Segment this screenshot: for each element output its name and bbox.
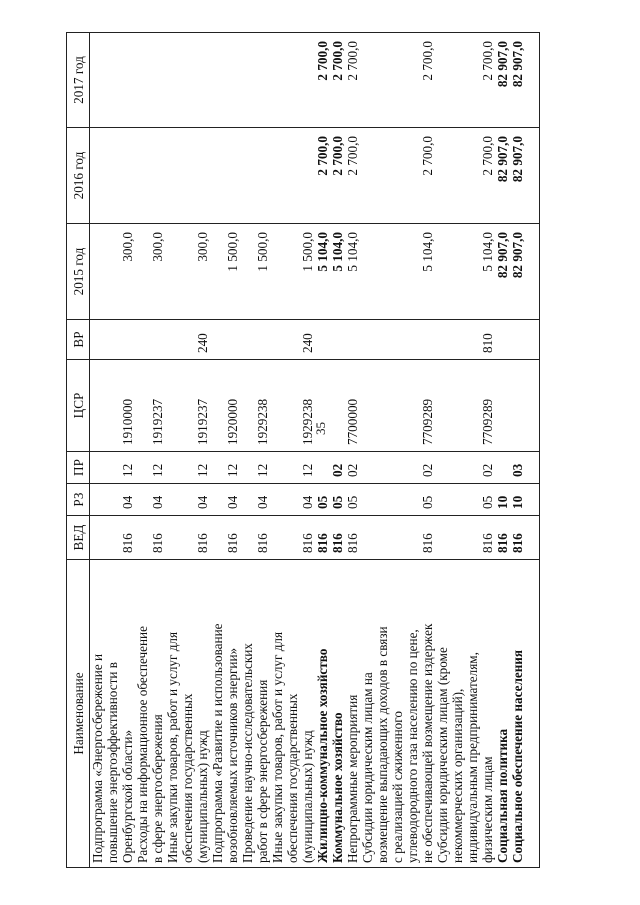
- spacer-cell: [525, 516, 540, 560]
- cell-name-line: Оренбургской области»: [120, 729, 135, 863]
- cell-vr: 810: [435, 320, 495, 360]
- cell-name-line: с реализацией сжиженного: [390, 711, 405, 863]
- cell-csr: 1929238: [240, 360, 270, 452]
- spacer-cell: [525, 33, 540, 128]
- table-row: [270, 33, 315, 868]
- cell-pr: 12: [210, 452, 240, 484]
- cell-rz: 05: [330, 484, 345, 516]
- cell-name-line: Коммунальное хозяйство: [330, 712, 345, 863]
- cell-vr: [510, 320, 525, 360]
- cell-name-line: Социальное обеспечение населения: [510, 649, 525, 863]
- cell-ved: 816: [135, 516, 165, 560]
- cell-2016: [210, 128, 240, 224]
- cell-2016: 2 700,0: [360, 128, 435, 224]
- col-header-name: Наименование: [67, 560, 90, 868]
- table-row: [165, 33, 210, 868]
- col-header-rz: РЗ: [67, 484, 90, 516]
- cell-2017: [210, 33, 240, 128]
- cell-pr: 03: [510, 452, 525, 484]
- cell-2017: 82 907,0: [510, 33, 525, 128]
- cell-csr: [495, 360, 510, 452]
- spacer-cell: [525, 360, 540, 452]
- cell-csr: [510, 360, 525, 452]
- cell-2015: 5 104,0: [345, 224, 360, 320]
- cell-name-line: работ в сфере энергосбережения: [255, 679, 270, 863]
- cell-name: [240, 560, 270, 868]
- cell-rz: 04: [165, 484, 210, 516]
- cell-name-line: (муниципальных) нужд: [195, 730, 210, 863]
- cell-name-line: Расходы на информационное обеспечение: [135, 626, 150, 863]
- cell-name-line: Иные закупки товаров, работ и услуг для: [270, 631, 285, 863]
- spacer-cell: [525, 560, 540, 868]
- cell-pr: 02: [345, 452, 360, 484]
- cell-2015: 5 104,0: [360, 224, 435, 320]
- cell-name: [510, 560, 525, 868]
- spacer-cell: [525, 224, 540, 320]
- col-header-2017: 2017 год: [67, 33, 90, 128]
- cell-rz: 10: [495, 484, 510, 516]
- cell-ved: 816: [330, 516, 345, 560]
- cell-2016: 82 907,0: [495, 128, 510, 224]
- cell-2016: [270, 128, 315, 224]
- cell-2016: 2 700,0: [435, 128, 495, 224]
- cell-name-line: Субсидии юридическим лицам на: [360, 672, 375, 863]
- table-row: [435, 33, 495, 868]
- cell-name-line: углеводородного газа населению по цене,: [405, 629, 420, 863]
- cell-2016: [90, 128, 136, 224]
- cell-vr: [135, 320, 165, 360]
- cell-2015: 300,0: [135, 224, 165, 320]
- cell-vr: [495, 320, 510, 360]
- cell-name: [90, 560, 136, 868]
- cell-name-line: Субсидии юридическим лицам (кроме: [435, 647, 450, 863]
- cell-rz: 04: [90, 484, 136, 516]
- cell-vr: [345, 320, 360, 360]
- cell-csr: 7709289: [435, 360, 495, 452]
- col-header-ved: ВЕД: [67, 516, 90, 560]
- cell-name-line: Иные закупки товаров, работ и услуг для: [165, 631, 180, 863]
- cell-2015: 82 907,0: [495, 224, 510, 320]
- cell-vr: [90, 320, 136, 360]
- cell-name-line: возобновляемых источников энергии»: [225, 647, 240, 863]
- table-bottom-spacer: [525, 33, 540, 868]
- cell-name: [435, 560, 495, 868]
- cell-name-line: Подпрограмма «Развитие и использование: [210, 623, 225, 863]
- cell-pr: 12: [135, 452, 165, 484]
- cell-2015: 1 500,0: [270, 224, 315, 320]
- cell-vr: [315, 320, 330, 360]
- table-body: [90, 33, 540, 868]
- table-row: [240, 33, 270, 868]
- cell-name-line: (муниципальных) нужд: [300, 730, 315, 863]
- cell-2017: [165, 33, 210, 128]
- col-header-vr: ВР: [67, 320, 90, 360]
- cell-2017: [135, 33, 165, 128]
- cell-2017: 2 700,0: [360, 33, 435, 128]
- table-row: [510, 33, 525, 868]
- cell-name-line: Жилищно-коммунальное хозяйство: [315, 648, 330, 863]
- table-row: [360, 33, 435, 868]
- cell-ved: 816: [210, 516, 240, 560]
- cell-csr: 1929238: [270, 360, 315, 452]
- cell-2015: 82 907,0: [510, 224, 525, 320]
- cell-csr: 1920000: [210, 360, 240, 452]
- cell-2017: 2 700,0: [345, 33, 360, 128]
- cell-pr: 12: [240, 452, 270, 484]
- cell-name-line: обеспечения государственных: [285, 693, 300, 863]
- cell-rz: 04: [135, 484, 165, 516]
- table-row: [210, 33, 240, 868]
- cell-ved: 816: [495, 516, 510, 560]
- cell-ved: 816: [360, 516, 435, 560]
- cell-ved: 816: [345, 516, 360, 560]
- cell-2017: 82 907,0: [495, 33, 510, 128]
- cell-vr: [210, 320, 240, 360]
- cell-name: [165, 560, 210, 868]
- rotated-table-container: [66, 33, 590, 868]
- cell-2016: [165, 128, 210, 224]
- cell-csr: 1919237: [165, 360, 210, 452]
- cell-name-line: возмещение выпадающих доходов в связи: [375, 626, 390, 863]
- cell-csr: 7709289: [360, 360, 435, 452]
- header-row: [67, 33, 90, 868]
- cell-csr: 1919237: [135, 360, 165, 452]
- cell-name-line: Проведение научно-исследовательских: [240, 643, 255, 863]
- cell-csr: [330, 360, 345, 452]
- cell-rz: 04: [270, 484, 315, 516]
- cell-2017: 2 700,0: [315, 33, 330, 128]
- cell-name-line: Социальная политика: [495, 728, 510, 863]
- cell-name-line: Подпрограмма «Энергосбережение и: [90, 653, 105, 863]
- table-row: [90, 33, 136, 868]
- cell-csr: 7700000: [345, 360, 360, 452]
- cell-2017: 2 700,0: [435, 33, 495, 128]
- cell-2016: 2 700,0: [315, 128, 330, 224]
- cell-name-line: некоммерческих организаций),: [450, 688, 465, 863]
- col-header-csr: ЦСР: [67, 360, 90, 452]
- cell-vr: 240: [165, 320, 210, 360]
- cell-2017: [90, 33, 136, 128]
- cell-rz: 05: [345, 484, 360, 516]
- cell-name: [315, 560, 330, 868]
- cell-2015: 1 500,0: [210, 224, 240, 320]
- cell-name: [345, 560, 360, 868]
- cell-2016: 2 700,0: [330, 128, 345, 224]
- cell-pr: 02: [435, 452, 495, 484]
- cell-name: [270, 560, 315, 868]
- cell-csr: [315, 360, 330, 452]
- cell-2017: [270, 33, 315, 128]
- cell-2015: 5 104,0: [315, 224, 330, 320]
- spacer-cell: [525, 484, 540, 516]
- cell-ved: 816: [240, 516, 270, 560]
- spacer-cell: [525, 452, 540, 484]
- cell-csr: 1910000: [90, 360, 136, 452]
- cell-name-line: обеспечения государственных: [180, 693, 195, 863]
- budget-table: [66, 32, 540, 868]
- cell-pr: 02: [330, 452, 345, 484]
- table-row: [135, 33, 165, 868]
- page-number: 35: [313, 422, 328, 435]
- cell-pr: 12: [165, 452, 210, 484]
- table-row: [495, 33, 510, 868]
- cell-name: [360, 560, 435, 868]
- cell-ved: 816: [165, 516, 210, 560]
- cell-name-line: повышение энергоэффективности в: [105, 662, 120, 863]
- cell-rz: 10: [510, 484, 525, 516]
- cell-rz: 05: [360, 484, 435, 516]
- cell-2017: [240, 33, 270, 128]
- cell-name-line: Непрограммные мероприятия: [345, 694, 360, 863]
- table-row: [315, 33, 330, 868]
- cell-vr: [240, 320, 270, 360]
- cell-name-line: индивидуальным предпринимателям,: [465, 652, 480, 863]
- cell-pr: [315, 452, 330, 484]
- cell-2015: 1 500,0: [240, 224, 270, 320]
- table-row: [345, 33, 360, 868]
- cell-2015: 5 104,0: [330, 224, 345, 320]
- col-header-2016: 2016 год: [67, 128, 90, 224]
- table-row: [330, 33, 345, 868]
- cell-2015: 300,0: [165, 224, 210, 320]
- cell-vr: 240: [270, 320, 315, 360]
- cell-2016: [240, 128, 270, 224]
- cell-2017: 2 700,0: [330, 33, 345, 128]
- cell-2016: 2 700,0: [345, 128, 360, 224]
- cell-2015: 5 104,0: [435, 224, 495, 320]
- cell-ved: 816: [510, 516, 525, 560]
- spacer-cell: [525, 128, 540, 224]
- cell-vr: [360, 320, 435, 360]
- cell-vr: [330, 320, 345, 360]
- cell-ved: 816: [435, 516, 495, 560]
- cell-ved: 816: [90, 516, 136, 560]
- cell-name-line: физическим лицам: [480, 756, 495, 863]
- cell-rz: 05: [315, 484, 330, 516]
- cell-pr: 12: [90, 452, 136, 484]
- cell-pr: 12: [270, 452, 315, 484]
- cell-name: [135, 560, 165, 868]
- cell-2016: 82 907,0: [510, 128, 525, 224]
- cell-name-line: не обеспечивающей возмещение издержек: [420, 623, 435, 863]
- cell-2015: 300,0: [90, 224, 136, 320]
- cell-rz: 05: [435, 484, 495, 516]
- cell-rz: 04: [240, 484, 270, 516]
- cell-pr: [495, 452, 510, 484]
- cell-name: [495, 560, 510, 868]
- cell-name: [210, 560, 240, 868]
- col-header-2015: 2015 год: [67, 224, 90, 320]
- cell-rz: 04: [210, 484, 240, 516]
- cell-2016: [135, 128, 165, 224]
- cell-ved: 816: [270, 516, 315, 560]
- cell-name-line: в сфере энергосбережения: [150, 714, 165, 863]
- cell-ved: 816: [315, 516, 330, 560]
- cell-pr: 02: [360, 452, 435, 484]
- spacer-cell: [525, 320, 540, 360]
- col-header-pr: ПР: [67, 452, 90, 484]
- cell-name: [330, 560, 345, 868]
